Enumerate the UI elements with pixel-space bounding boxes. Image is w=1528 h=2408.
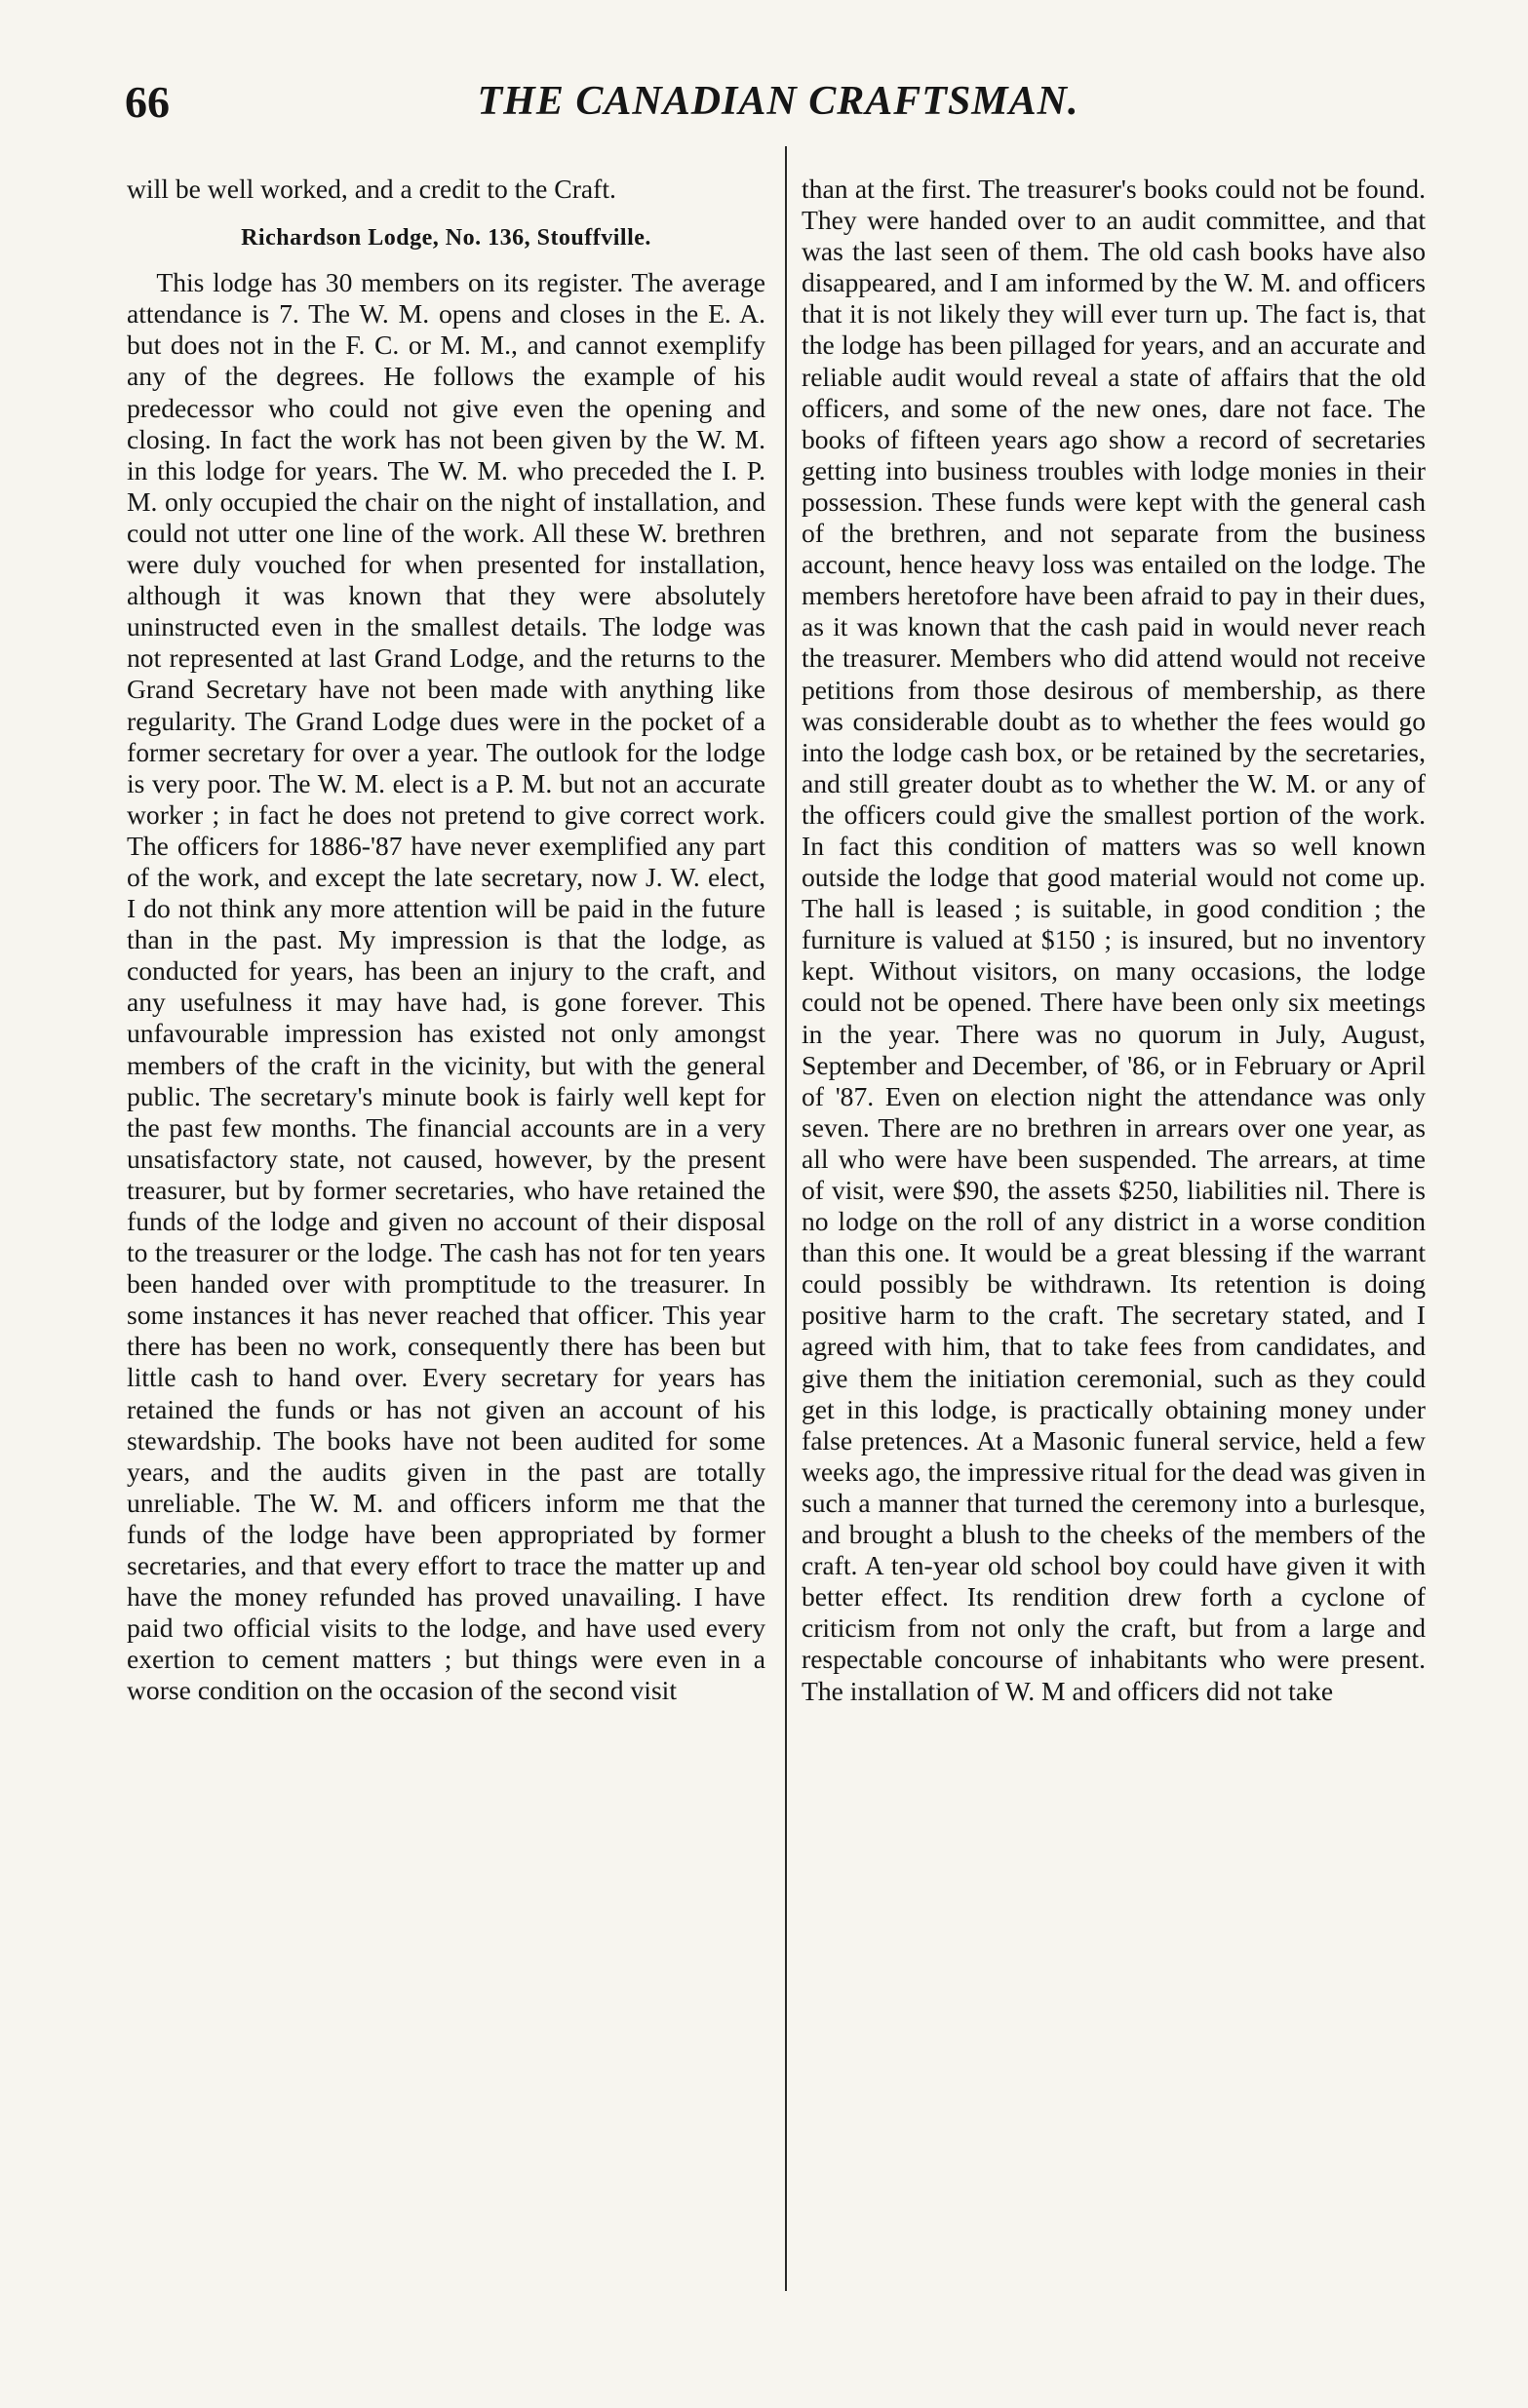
body-paragraph-left: This lodge has 30 members on its register. The average attendance is 7. The W. M. opens and closes in the E. A. but does not in the F. C. or M. M., and cannot exemplify any of the degrees. He follows the example of his predecessor who could not give even the opening and closing. In fact the work has not been given by the W. M. in this lodge for years. The W. M. who preceded the I. P. M. only occupied the chair on the night of installation, and could not utter one line of the work. All these W. brethren were duly vouched for when presented for installation, although it was known that they were absolutely uninstructed even in the smallest details. The lodge was not represented at last Grand Lodge, and the returns to the Grand Secretary have not been made with anything like regularity. The Grand Lodge dues were in the pocket of a former secretary for over a year. The outlook for the lodge is very poor. The W. M. elect is a P. M. but not an accurate worker ; in fact he does not pretend to give correct work. The officers for 1886-'87 have never exemplified any part of the work, and except the late secretary, now J. W. elect, I do not think any more attention will be paid in the future than in the past. My impression is that the lodge, as conducted for years, has been an injury to the craft, and any usefulness it may have had, is gone forever. This unfavourable impression has existed not only amongst members of the craft in the vicinity, but with the general public. The secretary's minute book is fairly well kept for the past few months. The financial accounts are in a very unsatisfactory state, not caused, however, by the present treasurer, but by former secretaries, who have retained the funds of the lodge and given no account of their disposal to the treasurer or the lodge. The cash has not for ten years been handed over with promptitude to the treasurer. In some instances it has never reached that officer. This year there has been no work, consequently there has been but little cash to hand over. Every secretary for years has retained the funds or has not given an account of his stewardship. The books have not been audited for some years, and the audits given in the past are totally unreliable. The W. M. and officers inform me that the funds of the lodge have been appropriated by former secretaries, and that every effort to trace the matter up and have the money refunded has proved unavailing. I have paid two official visits to the lodge, and have used every exertion to cement matters ; but things were even in a worse condition on the occasion of the second visit [127, 267, 765, 1706]
page-header [125, 76, 1431, 135]
left-column [127, 174, 765, 1707]
running-title: THE CANADIAN CRAFTSMAN. [477, 79, 1079, 124]
body-paragraph-right: than at the first. The treasurer's books could not be found. They were handed over to an audit committee, and that was the last seen of them. The old cash books have also disappeared, and I am informed by the W. M. and officers that it is not likely they will ever turn up. The fact is, that the lodge has been pillaged for years, and an accurate and reliable audit would reveal a state of affairs that the old officers, and some of the new ones, dare not face. The books of fifteen years ago show a record of secretaries getting into business troubles with lodge monies in their possession. These funds were kept with the general cash of the brethren, and not separate from the business account, hence heavy loss was entailed on the lodge. The members heretofore have been afraid to pay in their dues, as it was known that the cash paid in would never reach the treasurer. Members who did attend would not receive petitions from those desirous of membership, as there was considerable doubt as to whether the fees would go into the lodge cash box, or be retained by the secretaries, and still greater doubt as to whether the W. M. or any of the officers could give the smallest portion of the work. In fact this condition of matters was so well known outside the lodge that good material would not come up. The hall is leased ; is suitable, in good condition ; the furniture is valued at $150 ; is insured, but no inventory kept. Without visitors, on many occasions, the lodge could not be opened. There have been only six meetings in the year. There was no quorum in July, August, September and December, of '86, or in February or April of '87. Even on election night the attendance was only seven. There are no brethren in arrears over one year, as all who were have been suspended. The arrears, at time of visit, were $90, the assets $250, liabilities nil. There is no lodge on the roll of any district in a worse condition than this one. It would be a great blessing if the warrant could possibly be withdrawn. Its retention is doing positive harm to the craft. The secretary stated, and I agreed with him, that to take fees from candidates, and give them the initiation ceremonial, such as they could get in this lodge, is practically obtaining money under false pretences. At a Masonic funeral service, held a few weeks ago, the impressive ritual for the dead was given in such a manner that turned the ceremony into a burlesque, and brought a blush to the cheeks of the members of the craft. A ten-year old school boy could have given it with better effect. Its rendition drew forth a cyclone of criticism from not only the craft, but from a large and respectable concourse of inhabitants who were present. The installation of W. M and officers did not take [802, 174, 1426, 1706]
right-column [802, 174, 1426, 1707]
page-number: 66 [125, 77, 170, 127]
column-divider [785, 146, 787, 2291]
opening-paragraph: will be well worked, and a credit to the Craft. [127, 174, 616, 204]
section-heading: Richardson Lodge, No. 136, Stouffville. [241, 225, 651, 252]
